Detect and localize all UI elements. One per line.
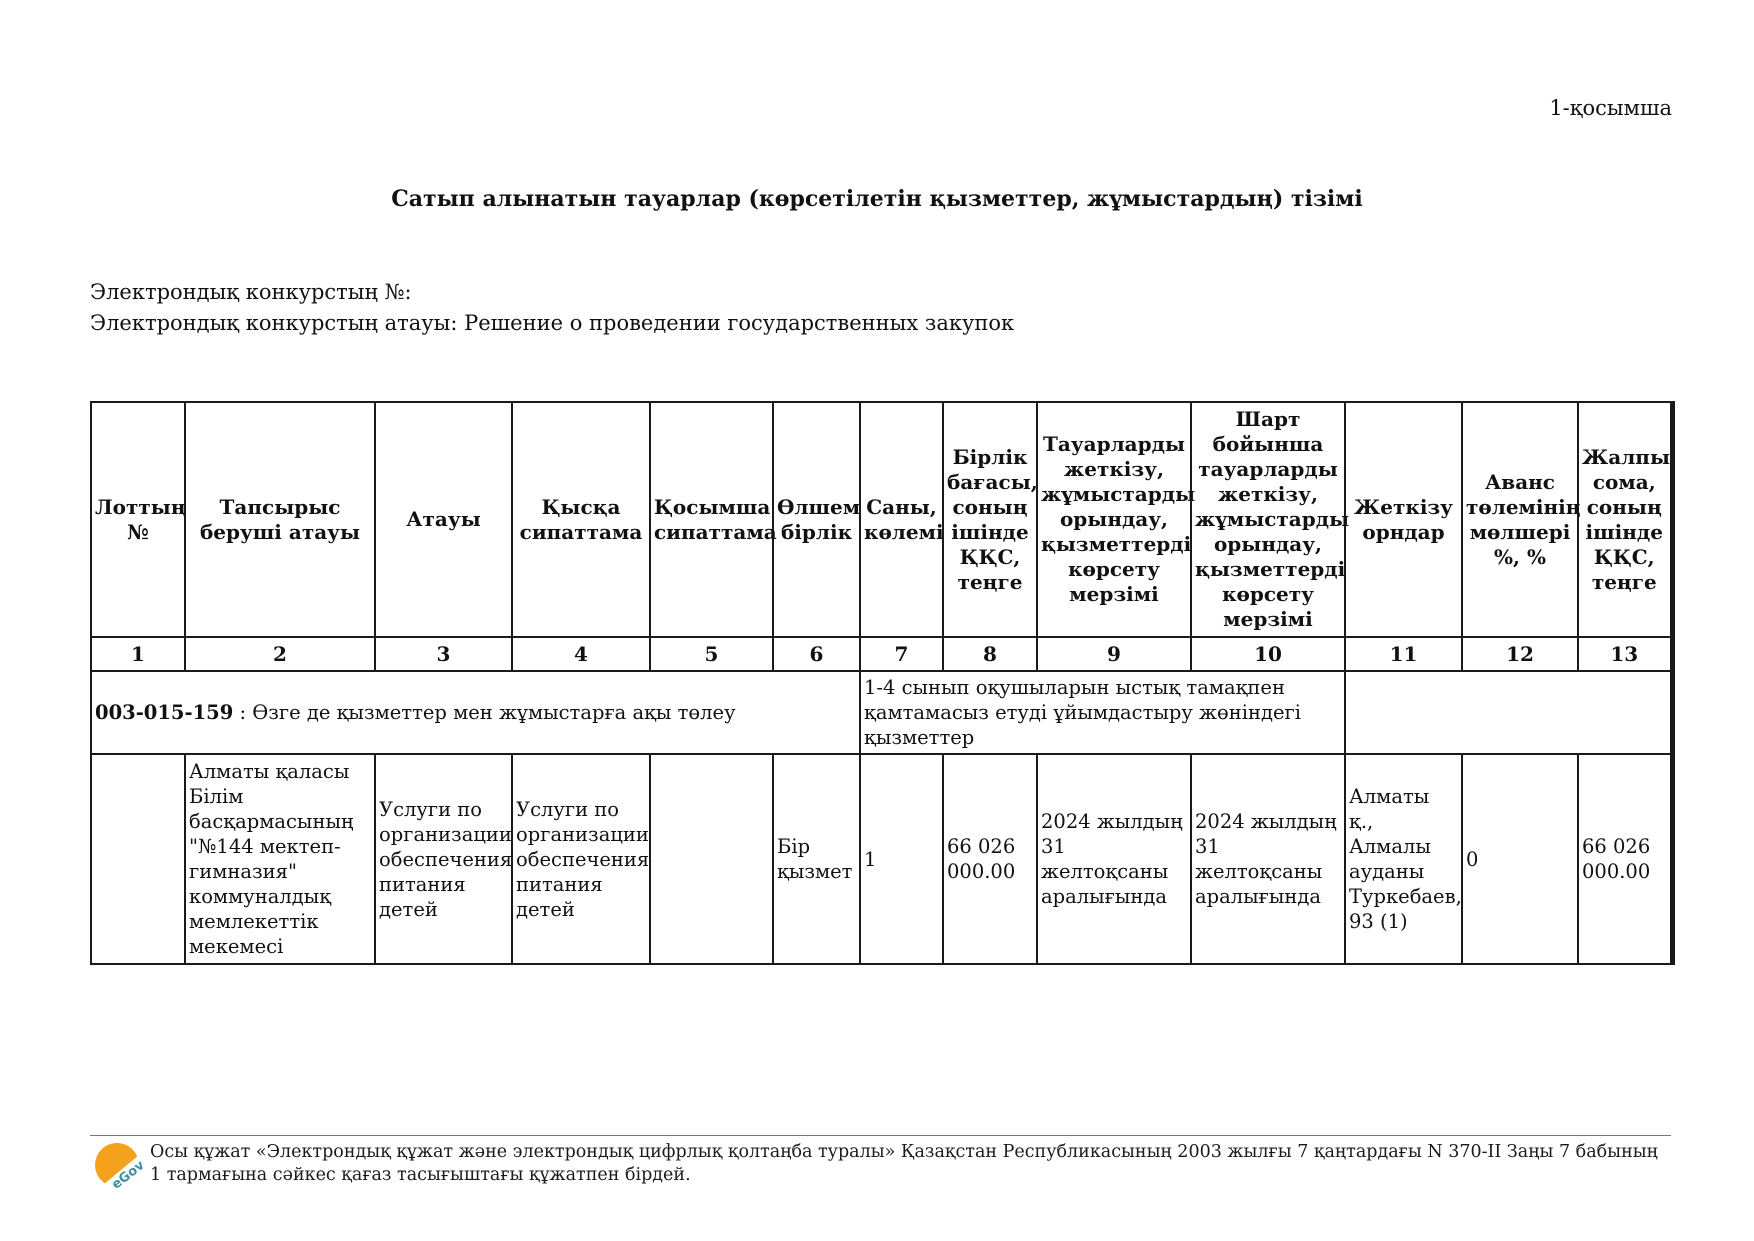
- cell-delivery-place: Алматы қ., Алмалы ауданы Туркебаев, 93 (1): [1345, 754, 1462, 964]
- header-quantity: Саны, көлемі: [860, 402, 943, 637]
- header-additional-description: Қосымша сипаттама: [650, 402, 773, 637]
- contest-name-label: Электрондық конкурстың атауы: Решение о проведении государственных закупок: [90, 311, 1015, 335]
- column-number: 13: [1578, 637, 1672, 671]
- header-unit-price: Бірлік бағасы, соның ішінде ҚҚС, теңге: [943, 402, 1037, 637]
- column-number: 10: [1191, 637, 1345, 671]
- cell-advance-percent: 0: [1462, 754, 1578, 964]
- header-row: [91, 402, 1672, 637]
- footer-legal-text: Осы құжат «Электрондық құжат және электрондық цифрлық қолтаңба туралы» Қазақстан Республикасының 2003 жылғы 7 қаңтардағы N 370-II Заңы 7 бабының 1 тармағына сәйкес қағаз тасығыштағы құжатпен бірдей.: [150, 1142, 1658, 1185]
- group-code: 003-015-159: [95, 701, 234, 724]
- egov-logo-icon: [93, 1141, 148, 1193]
- contest-number-label: Электрондық конкурстың №:: [90, 280, 412, 304]
- column-number-row: [91, 637, 1672, 671]
- header-delivery-place: Жеткізу орндар: [1345, 402, 1462, 637]
- column-number: 8: [943, 637, 1037, 671]
- cell-customer: Алматы қаласы Білім басқармасының "№144 мектеп-гимназия" коммуналдық мемлекеттік мекемесі: [185, 754, 375, 964]
- header-lot-number: Лоттың №: [91, 402, 185, 637]
- document-title: Сатып алынатын тауарлар (көрсетілетін қызметтер, жұмыстардың) тізімі: [391, 186, 1363, 212]
- header-advance-percent: Аванс төлемінің мөлшері %, %: [1462, 402, 1578, 637]
- group-extra: [1345, 671, 1672, 754]
- group-description: 1-4 сынып оқушыларын ыстық тамақпен қамтамасыз етуді ұйымдастыру жөніндегі қызметтер: [860, 671, 1345, 754]
- column-number: 12: [1462, 637, 1578, 671]
- cell-unit: Бір қызмет: [773, 754, 860, 964]
- cell-quantity: 1: [860, 754, 943, 964]
- group-row: [91, 671, 1672, 754]
- header-unit: Өлшем бірлік: [773, 402, 860, 637]
- footer-divider: [90, 1135, 1671, 1136]
- column-number: 5: [650, 637, 773, 671]
- appendix-label: 1-қосымша: [1549, 96, 1672, 120]
- header-delivery-term: Тауарларды жеткізу, жұмыстарды орындау, қызметтерді көрсету мерзімі: [1037, 402, 1191, 637]
- cell-unit-price: 66 026 000.00: [943, 754, 1037, 964]
- column-number: 2: [185, 637, 375, 671]
- header-total: Жалпы сома, соның ішінде ҚҚС, теңге: [1578, 402, 1672, 637]
- column-number: 1: [91, 637, 185, 671]
- goods-table: [90, 401, 1675, 965]
- header-contract-term: Шарт бойынша тауарларды жеткізу, жұмыстарды орындау, қызметтерді көрсету мерзімі: [1191, 402, 1345, 637]
- cell-total: 66 026 000.00: [1578, 754, 1672, 964]
- header-name: Атауы: [375, 402, 512, 637]
- header-customer: Тапсырыс беруші атауы: [185, 402, 375, 637]
- logo-text: eGov: [109, 1158, 148, 1193]
- cell-contract-term: 2024 жылдың 31 желтоқсаны аралығында: [1191, 754, 1345, 964]
- column-number: 4: [512, 637, 650, 671]
- group-separator: :: [233, 701, 253, 724]
- cell-name: Услуги по организации обеспечения питания детей: [375, 754, 512, 964]
- header-short-description: Қысқа сипаттама: [512, 402, 650, 637]
- group-name: Өзге де қызметтер мен жұмыстарға ақы төлеу: [252, 701, 736, 724]
- cell-lot-number: [91, 754, 185, 964]
- table-row: [91, 754, 1672, 964]
- group-cell: [91, 671, 860, 754]
- column-number: 7: [860, 637, 943, 671]
- column-number: 11: [1345, 637, 1462, 671]
- cell-short-description: Услуги по организации обеспечения питания детей: [512, 754, 650, 964]
- column-number: 9: [1037, 637, 1191, 671]
- cell-delivery-term: 2024 жылдың 31 желтоқсаны аралығында: [1037, 754, 1191, 964]
- cell-additional-description: [650, 754, 773, 964]
- column-number: 3: [375, 637, 512, 671]
- column-number: 6: [773, 637, 860, 671]
